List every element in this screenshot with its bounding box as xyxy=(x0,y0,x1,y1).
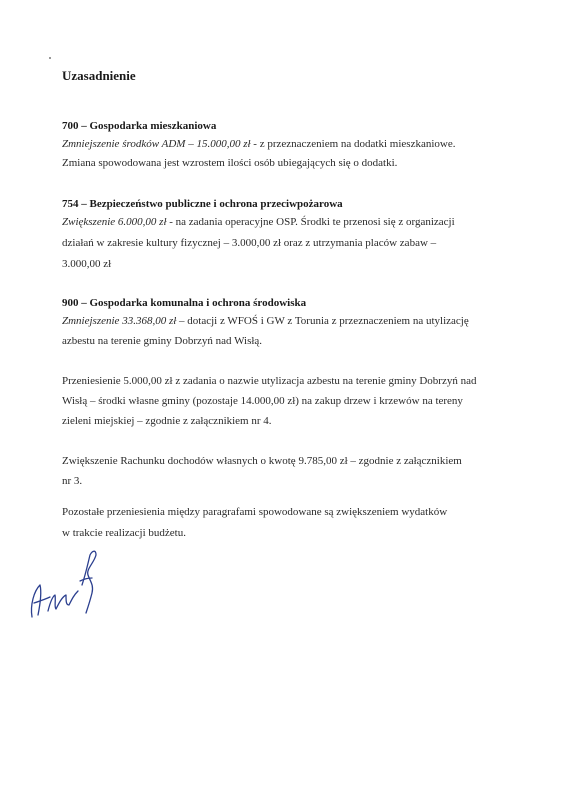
paragraph-transfer-line-3: zieleni miejskiej – zgodnie z załącznikiem nr 4. xyxy=(62,415,272,427)
scan-speck xyxy=(49,57,51,59)
section-title-754: 754 – Bezpieczeństwo publiczne i ochrona przeciwpożarowa xyxy=(62,198,343,210)
section-900-text-1: – dotacji z WFOŚ i GW z Torunia z przeznaczeniem na utylizację xyxy=(176,315,469,327)
section-754-emphasis: Zwiększenie 6.000,00 zł xyxy=(62,216,167,228)
paragraph-income-line-2: nr 3. xyxy=(62,475,83,487)
section-900-emphasis: Zmniejszenie 33.368,00 zł xyxy=(62,315,177,327)
section-900-line-1 xyxy=(62,315,469,327)
section-754-text-1: - na zadania operacyjne OSP. Środki te przenosi się z organizacji xyxy=(166,216,455,228)
section-754-line-1 xyxy=(62,216,455,228)
paragraph-other-line-1: Pozostałe przeniesienia między paragrafami spowodowane są zwiększeniem wydatków xyxy=(62,506,448,518)
paragraph-transfer-line-2: Wisłą – środki własne gminy (pozostaje 14.000,00 zł) na zakup drzew i krzewów na tereny xyxy=(62,395,463,407)
paragraph-transfer-line-1: Przeniesienie 5.000,00 zł z zadania o nazwie utylizacja azbestu na terenie gminy Dobrzyń nad xyxy=(62,375,477,387)
section-700-text-1: - z przeznaczeniem na dodatki mieszkaniowe. xyxy=(250,138,456,150)
section-700-emphasis: Zmniejszenie środków ADM – 15.000,00 zł xyxy=(62,138,251,150)
section-754-line-2: działań w zakresie kultury fizycznej – 3.000,00 zł oraz z utrzymania placów zabaw – xyxy=(62,237,437,249)
section-700-line-1 xyxy=(62,138,455,150)
document-heading: Uzasadnienie xyxy=(62,68,136,83)
section-754-line-3: 3.000,00 zł xyxy=(62,258,112,270)
handwritten-signature xyxy=(22,545,112,625)
paragraph-other-line-2: w trakcie realizacji budżetu. xyxy=(62,527,186,539)
section-700-line-2: Zmiana spowodowana jest wzrostem ilości osób ubiegających się o dodatki. xyxy=(62,157,398,169)
paragraph-income-line-1: Zwiększenie Rachunku dochodów własnych o kwotę 9.785,00 zł – zgodnie z załącznikiem xyxy=(62,455,462,467)
section-title-700: 700 – Gospodarka mieszkaniowa xyxy=(62,120,217,132)
section-900-line-2: azbestu na terenie gminy Dobrzyń nad Wisłą. xyxy=(62,335,263,347)
section-title-900: 900 – Gospodarka komunalna i ochrona środowiska xyxy=(62,297,307,309)
